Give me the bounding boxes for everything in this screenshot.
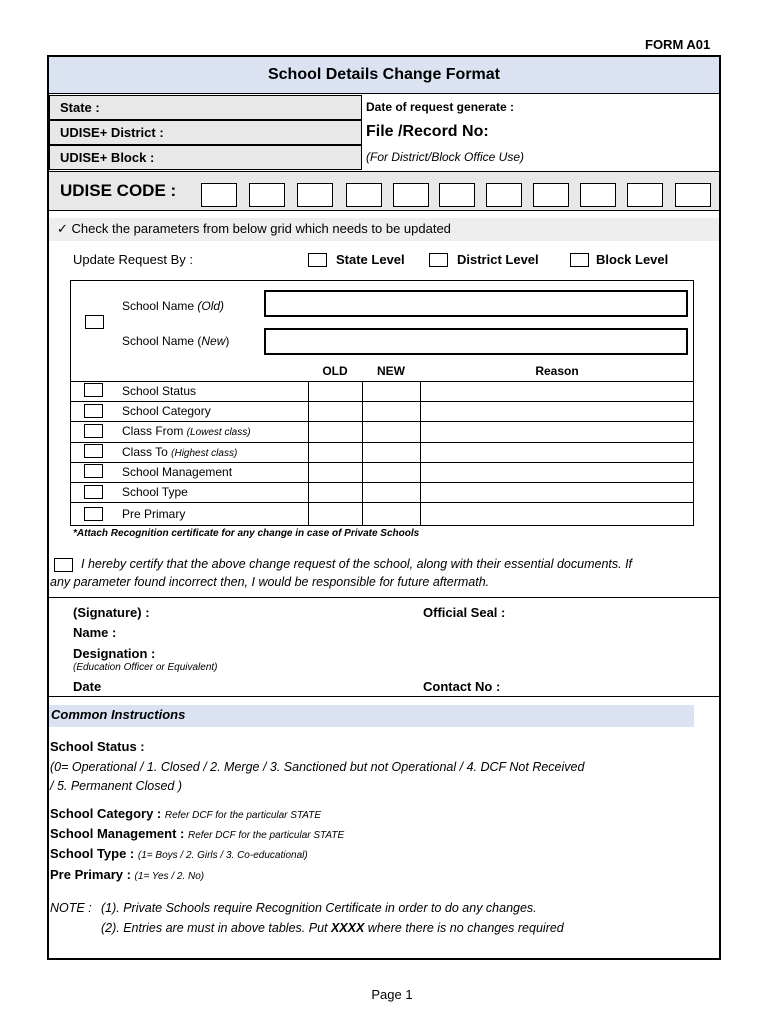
school-category-checkbox[interactable] xyxy=(84,404,103,418)
school-name-old-input[interactable] xyxy=(264,290,688,317)
update-request-label: Update Request By : xyxy=(73,252,193,267)
grid-line xyxy=(71,381,693,382)
block-field[interactable] xyxy=(49,145,362,170)
office-use-note: (For District/Block Office Use) xyxy=(366,150,525,164)
grid-line xyxy=(308,381,309,526)
udise-digit-box[interactable] xyxy=(675,183,711,207)
status-codes-line-2: / 5. Permanent Closed ) xyxy=(50,779,183,793)
instructions-heading-bar xyxy=(49,705,694,727)
divider xyxy=(49,597,719,598)
grid-line xyxy=(71,401,693,402)
school-name-new-input[interactable] xyxy=(264,328,688,355)
udise-digit-box[interactable] xyxy=(486,183,522,207)
school-name-new-label: School Name (New) xyxy=(122,334,230,348)
school-name-old-label: School Name (Old) xyxy=(122,299,225,313)
district-label: UDISE+ District : xyxy=(60,125,164,140)
designation-note: (Education Officer or Equivalent) xyxy=(73,662,218,673)
class-from-checkbox[interactable] xyxy=(84,424,103,438)
district-level-label: District Level xyxy=(457,252,539,267)
school-management-checkbox[interactable] xyxy=(84,464,103,478)
grid-line xyxy=(71,442,693,443)
state-level-checkbox[interactable] xyxy=(308,253,327,267)
table-row: Pre Primary xyxy=(122,507,186,521)
udise-digit-box[interactable] xyxy=(627,183,663,207)
udise-digit-box[interactable] xyxy=(580,183,616,207)
state-level-label: State Level xyxy=(336,252,405,267)
official-seal-label: Official Seal : xyxy=(423,605,506,620)
block-level-checkbox[interactable] xyxy=(570,253,589,267)
note-1: (1). Private Schools require Recognition Certificate in order to do any changes. xyxy=(101,901,537,915)
table-row: School Status xyxy=(122,384,197,398)
district-level-checkbox[interactable] xyxy=(429,253,448,267)
date-label: Date xyxy=(73,679,102,694)
col-reason-header: Reason xyxy=(535,364,579,378)
checkmark-icon: ✓ xyxy=(57,221,68,236)
udise-digit-box[interactable] xyxy=(533,183,569,207)
grid-line xyxy=(71,421,693,422)
grid-line xyxy=(71,482,693,483)
category-instruction: School Category : Refer DCF for the particular STATE xyxy=(50,806,322,821)
note-label: NOTE : xyxy=(50,901,92,915)
date-label: Date of request generate : xyxy=(366,100,515,114)
col-new-header: NEW xyxy=(377,364,405,378)
management-instruction: School Management : Refer DCF for the particular STATE xyxy=(50,826,345,841)
udise-digit-box[interactable] xyxy=(297,183,333,207)
grid-line xyxy=(71,502,693,503)
designation-label: Designation : xyxy=(73,646,156,661)
udise-digit-box[interactable] xyxy=(346,183,382,207)
form-id: FORM A01 xyxy=(645,37,711,52)
certify-line-1: I hereby certify that the above change request of the school, along with their essential documents. If xyxy=(81,557,633,571)
state-field[interactable] xyxy=(49,95,362,120)
udise-digit-box[interactable] xyxy=(201,183,237,207)
status-label: School Status : xyxy=(50,739,145,754)
attach-note: *Attach Recognition certificate for any change in case of Private Schools xyxy=(73,528,420,539)
signature-label: (Signature) : xyxy=(73,605,150,620)
grid-line xyxy=(71,462,693,463)
block-label: UDISE+ Block : xyxy=(60,150,155,165)
certify-line-2: any parameter found incorrect then, I would be responsible for future aftermath. xyxy=(50,575,490,589)
check-instruction-bar xyxy=(49,218,719,241)
udise-digit-box[interactable] xyxy=(393,183,429,207)
divider xyxy=(49,696,719,697)
file-label: File /Record No: xyxy=(366,123,489,140)
grid-line xyxy=(420,381,421,526)
check-instruction-text: Check the parameters from below grid which needs to be updated xyxy=(71,221,451,236)
col-old-header: OLD xyxy=(322,364,348,378)
preprimary-instruction: Pre Primary : (1= Yes / 2. No) xyxy=(50,867,205,882)
udise-digit-box[interactable] xyxy=(439,183,475,207)
table-row: Class From (Lowest class) xyxy=(122,424,251,438)
type-instruction: School Type : (1= Boys / 2. Girls / 3. Co-educational) xyxy=(50,846,308,861)
udise-digit-box[interactable] xyxy=(249,183,285,207)
table-row: Class To (Highest class) xyxy=(122,445,238,459)
table-row: School Management xyxy=(122,465,233,479)
status-codes-line-1: (0= Operational / 1. Closed / 2. Merge / 3. Sanctioned but not Operational / 4. DCF Not Received xyxy=(50,760,585,774)
table-row: School Type xyxy=(122,485,188,499)
school-type-checkbox[interactable] xyxy=(84,485,103,499)
grid-line xyxy=(362,381,363,526)
instructions-heading: Common Instructions xyxy=(51,707,186,722)
school-name-checkbox[interactable] xyxy=(85,315,104,329)
school-status-checkbox[interactable] xyxy=(84,383,103,397)
district-field[interactable] xyxy=(49,120,362,145)
table-row: School Category xyxy=(122,404,211,418)
udise-code-label: UDISE CODE : xyxy=(60,181,177,200)
block-level-label: Block Level xyxy=(596,252,669,267)
title-bar xyxy=(49,57,719,94)
pre-primary-checkbox[interactable] xyxy=(84,507,103,521)
certify-checkbox[interactable] xyxy=(54,558,73,572)
contact-label: Contact No : xyxy=(423,679,501,694)
state-label: State : xyxy=(60,100,100,115)
page-number: Page 1 xyxy=(371,987,413,1002)
class-to-checkbox[interactable] xyxy=(84,444,103,458)
form-title: School Details Change Format xyxy=(267,66,501,83)
name-label: Name : xyxy=(73,625,117,640)
note-2: (2). Entries are must in above tables. Put XXXX where there is no changes required xyxy=(101,921,564,935)
